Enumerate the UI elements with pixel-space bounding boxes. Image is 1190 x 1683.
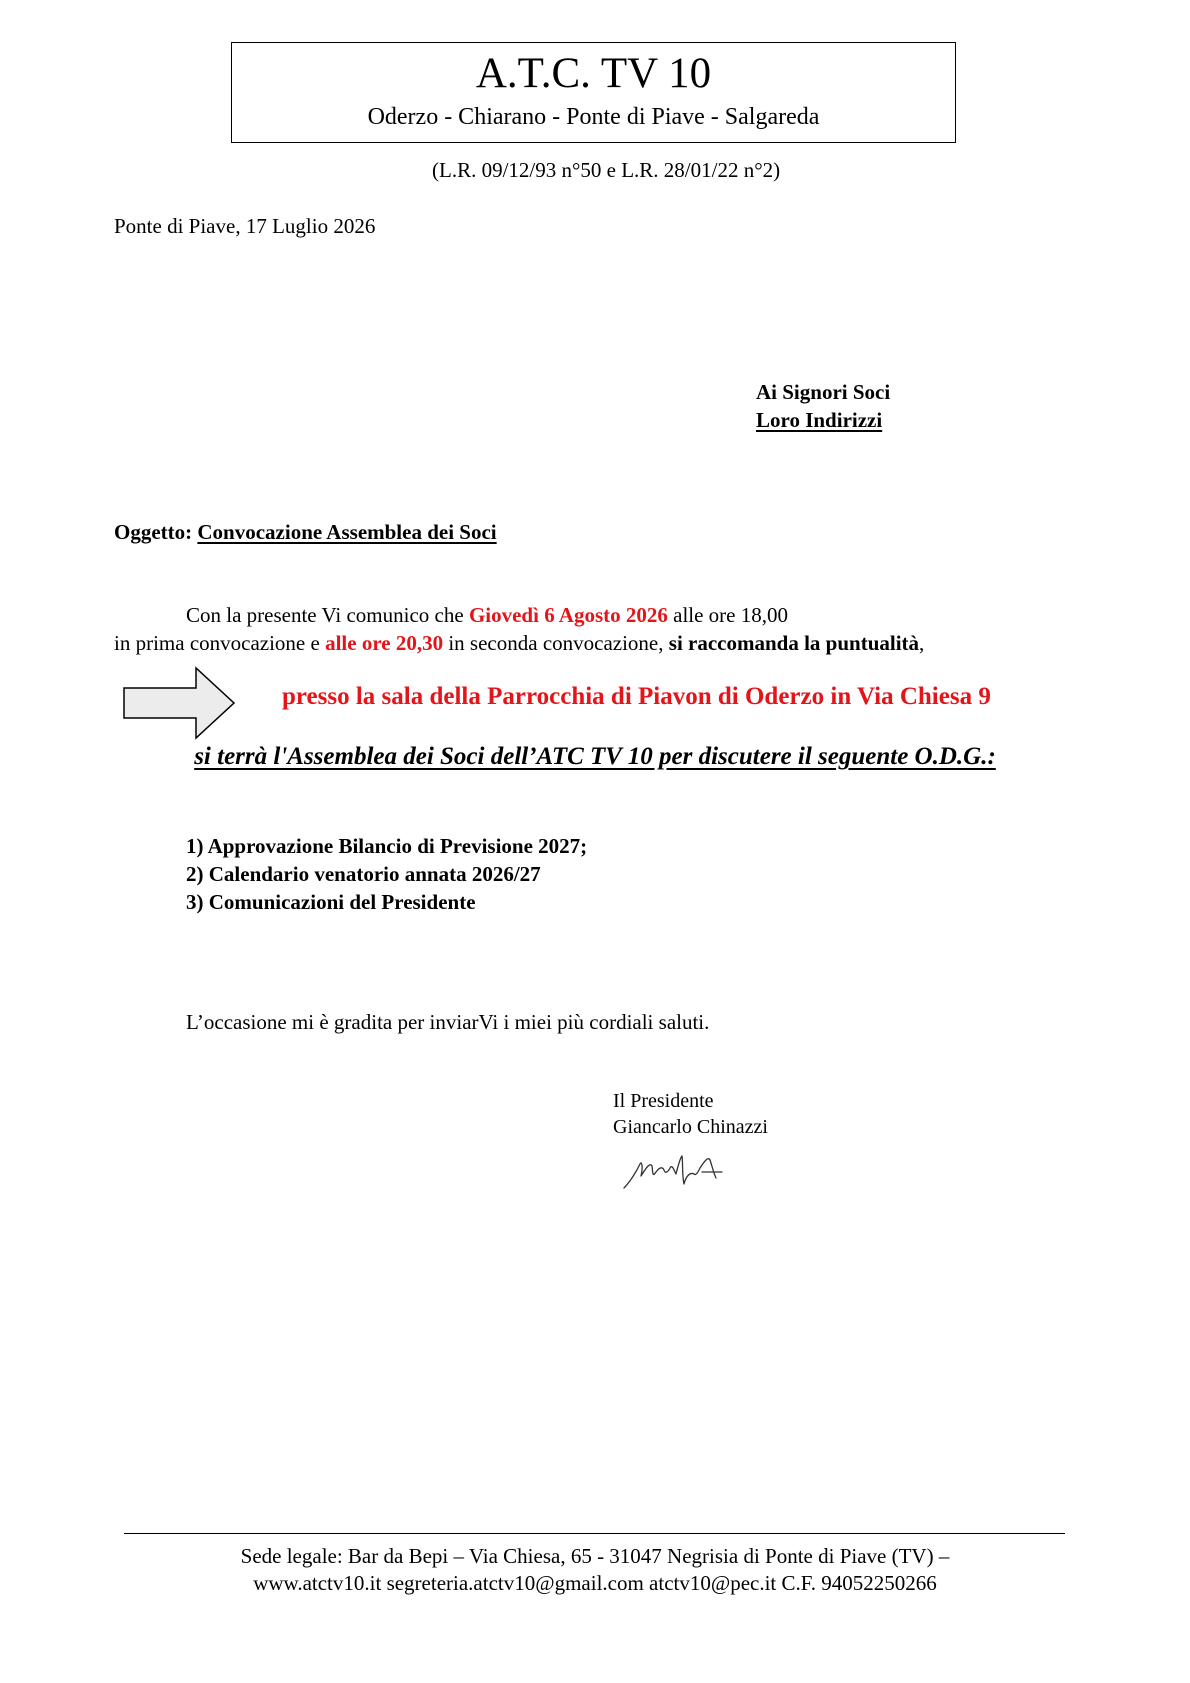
footer-contacts: www.atctv10.it segreteria.atctv10@gmail.com atctv10@pec.it C.F. 94052250266 (253, 1571, 937, 1595)
law-reference: (L.R. 09/12/93 n°50 e L.R. 28/01/22 n°2) (432, 158, 781, 182)
body-text-part: in seconda convocazione, (443, 631, 669, 655)
body-text-part: Con la presente Vi comunico che (186, 603, 469, 627)
organization-name: A.T.C. TV 10 (475, 50, 712, 97)
punctuality-note: si raccomanda la puntualità (668, 631, 920, 655)
organization-towns: Oderzo - Chiarano - Ponte di Piave - Salgareda (367, 104, 820, 130)
subject-text: Convocazione Assemblea dei Soci (197, 520, 497, 544)
meeting-date: Giovedì 6 Agosto 2026 (468, 603, 668, 627)
signature-title: Il Presidente (613, 1090, 714, 1112)
recipient-line-2: Loro Indirizzi (756, 408, 883, 432)
body-line-1 (186, 603, 788, 628)
arrow-right-icon (122, 666, 237, 740)
body-text-part: , (919, 631, 925, 655)
letterhead-box (231, 42, 956, 143)
closing-line: L’occasione mi è gradita per inviarVi i miei più cordiali saluti. (186, 1010, 710, 1034)
body-text-part: alle ore 18,00 (667, 603, 788, 627)
body-line-2 (114, 631, 924, 656)
second-call-time: alle ore 20,30 (325, 631, 444, 655)
assembly-announcement: si terrà l'Assemblea dei Soci dell’ATC TV 10 per discutere il seguente O.D.G.: (194, 743, 996, 770)
venue-line: presso la sala della Parrocchia di Piavon di Oderzo in Via Chiesa 9 (282, 683, 991, 710)
handwritten-signature (622, 1150, 727, 1192)
agenda-item: 2) Calendario venatorio annata 2026/27 (186, 862, 541, 886)
subject-line (114, 520, 497, 545)
recipient-line-1: Ai Signori Soci (756, 380, 891, 404)
subject-label: Oggetto: (114, 520, 193, 544)
date-line: Ponte di Piave, 17 Luglio 2026 (114, 214, 376, 238)
agenda-item: 1) Approvazione Bilancio di Previsione 2027; (186, 834, 588, 858)
footer-divider (124, 1533, 1065, 1534)
footer-address: Sede legale: Bar da Bepi – Via Chiesa, 65 - 31047 Negrisia di Ponte di Piave (TV) – (240, 1544, 950, 1568)
agenda-item: 3) Comunicazioni del Presidente (186, 890, 476, 914)
body-text-part: in prima convocazione e (114, 631, 326, 655)
signature-name: Giancarlo Chinazzi (613, 1116, 768, 1138)
